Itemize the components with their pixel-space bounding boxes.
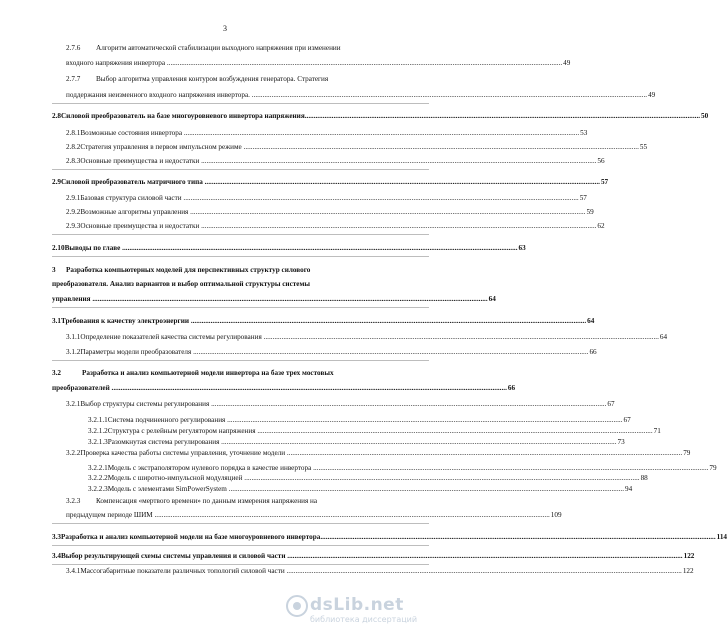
page-number: 3 (223, 24, 227, 33)
toc-entry[interactable] (52, 112, 709, 121)
toc-separator (52, 360, 429, 361)
toc-entry-number: 3.1.1 (66, 333, 81, 341)
toc-entry-page: 94 (625, 485, 633, 493)
toc-entry-page: 122 (682, 567, 694, 575)
toc-dot-leader: ............................................................................................................................................................................................................................ (313, 464, 709, 472)
toc-entry-title (66, 59, 562, 68)
toc-separator (52, 523, 429, 524)
toc-entry[interactable] (88, 416, 631, 425)
toc-entry-number: 3.3 (52, 533, 61, 541)
toc-entry-number: 2.9.1 (66, 194, 81, 202)
toc-entry-title-text: Выбор результирующей схемы системы управления и силовой части (60, 552, 288, 560)
toc-entry-page: 79 (683, 449, 691, 457)
toc-dot-leader: ............................................................................................................................................................................................................................ (287, 552, 683, 560)
toc-entry-page: 63 (518, 244, 526, 252)
toc-entry-number: 3 (52, 266, 56, 274)
toc-entry-number: 2.9 (52, 178, 61, 186)
toc-entry-page: 67 (623, 416, 631, 424)
toc-dot-leader: ............................................................................................................................................................................................................................ (304, 112, 701, 120)
toc-entry-number: 3.2.2 (66, 449, 81, 457)
toc-entry[interactable] (66, 449, 691, 458)
toc-entry-title (108, 464, 709, 473)
toc-dot-leader: ............................................................................................................................................................................................................................ (92, 295, 488, 303)
toc-entry-number: 2.9.2 (66, 208, 81, 216)
toc-entry-number: 3.2.2.2 (88, 474, 108, 482)
toc-entry-title-text: Проверка качества работы системы управления, уточнение модели (80, 449, 287, 457)
toc-entry[interactable] (66, 511, 562, 520)
toc-entry-page: 62 (597, 222, 605, 230)
toc-entry-page: 73 (617, 438, 625, 446)
toc-entry-page: 64 (587, 317, 595, 325)
toc-entry-page: 50 (701, 112, 709, 120)
toc-entry-title (80, 194, 578, 203)
toc-entry-title (80, 208, 585, 217)
toc-entry-page: 56 (597, 157, 605, 165)
toc-entry-number: 3.2 (52, 369, 61, 377)
toc-entry-number: 3.2.1 (66, 400, 81, 408)
toc-entry-title (80, 222, 596, 231)
toc-entry-title (108, 474, 640, 483)
toc-entry-number: 2.8.1 (66, 129, 81, 137)
toc-entry-title (96, 44, 341, 53)
toc-entry-title (80, 143, 638, 152)
toc-dot-leader: ............................................................................................................................................................................................................................ (193, 348, 589, 356)
toc-entry-number: 3.4 (52, 552, 61, 560)
toc-entry[interactable] (66, 497, 317, 506)
toc-dot-leader: ............................................................................................................................................................................................................................ (111, 384, 507, 392)
toc-dot-leader: ............................................................................................................................................................................................................................ (122, 244, 518, 252)
toc-entry[interactable] (52, 295, 496, 304)
toc-entry[interactable] (66, 194, 587, 203)
toc-entry[interactable] (66, 59, 571, 68)
toc-entry-title-text: Стратегия управления в первом импульсном режиме (80, 143, 244, 151)
toc-entry[interactable] (52, 178, 609, 187)
toc-entry-title (80, 348, 588, 357)
toc-entry[interactable] (88, 438, 625, 447)
toc-entry-title-text: Основные преимущества и недостатки (80, 157, 202, 165)
toc-entry[interactable] (66, 143, 648, 152)
toc-entry-title (80, 400, 606, 409)
toc-entry-number: 3.4.1 (66, 567, 81, 575)
toc-entry-title-text: входного напряжения инвертора (66, 59, 167, 67)
toc-entry[interactable] (66, 75, 328, 84)
toc-entry-title-text: Возможные алгоритмы управления (80, 208, 191, 216)
toc-entry[interactable] (66, 157, 605, 166)
toc-entry-title (61, 552, 683, 561)
toc-entry[interactable] (52, 384, 516, 393)
toc-entry-title (65, 244, 518, 253)
toc-entry-title (80, 567, 681, 576)
watermark-tagline: библиотека диссертаций (310, 615, 418, 624)
toc-entry-page: 64 (659, 333, 668, 341)
toc-entry-title-text: предыдущем периоде ШИМ (66, 511, 155, 519)
toc-entry-title-text: Параметры модели преобразователя (80, 348, 194, 356)
toc-entry-title-text: Массогабаритные показатели различных топологий силовой части (80, 567, 287, 575)
toc-entry-title-text: Выбор алгоритма управления контуром возбуждения генератора. Стратегия (96, 75, 329, 83)
toc-entry-number: 2.8 (52, 112, 61, 120)
toc-entry-title-text: Алгоритм автоматической стабилизации выходного напряжения при изменении (96, 44, 341, 52)
toc-entry-title-text: управления (52, 295, 93, 303)
toc-entry-title (52, 280, 310, 289)
toc-entry-title (61, 112, 700, 121)
toc-entry-number: 3.2.1.2 (88, 427, 108, 435)
toc-entry-title (96, 75, 328, 84)
toc-entry-title-text: Модель с элементами SimPowerSystem (107, 485, 229, 493)
toc-entry-title (96, 497, 317, 506)
toc-entry-title (108, 485, 624, 494)
toc-entry-title-text: поддержания неизменного входного напряжения инвертора. (66, 91, 252, 99)
toc-entry-title-text: Возможные состояния инвертора (80, 129, 184, 137)
toc-entry-title (108, 416, 623, 425)
toc-entry-title-text: Разработка компьютерных моделей для перспективных структур силового (66, 266, 311, 274)
toc-dot-leader: ............................................................................................................................................................................................................................ (183, 194, 579, 202)
toc-entry[interactable] (66, 208, 594, 217)
toc-entry-title (80, 129, 579, 138)
toc-separator (52, 307, 429, 308)
toc-entry-title-text: Разработка и анализ компьютерной модели на базе многоуровневого инвертора (60, 533, 321, 541)
toc-dot-leader: ............................................................................................................................................................................................................................ (320, 533, 716, 541)
toc-entry-title (108, 427, 653, 436)
toc-entry-number: 2.8.3 (66, 157, 81, 165)
toc-entry-number: 2.10 (52, 244, 65, 252)
toc-entry-number: 3.2.2.1 (88, 464, 108, 472)
toc-entry-title-text: Базовая структура силовой части (80, 194, 184, 202)
toc-dot-leader: ............................................................................................................................................................................................................................ (154, 511, 550, 519)
toc-entry-title-text: Компенсация «мертвого времени» по данным измерения напряжения на (96, 497, 318, 505)
toc-dot-leader: ............................................................................................................................................................................................................................ (263, 333, 659, 341)
toc-entry[interactable] (66, 400, 615, 409)
toc-dot-leader: ............................................................................................................................................................................................................................ (190, 208, 586, 216)
toc-dot-leader: ............................................................................................................................................................................................................................ (228, 485, 625, 493)
toc-entry-title-text: Требования к качеству электроэнергии (60, 317, 191, 325)
toc-entry[interactable] (88, 474, 648, 483)
toc-separator (52, 545, 429, 546)
toc-separator (52, 103, 429, 104)
toc-entry-page: 57 (579, 194, 587, 202)
toc-entry-page: 66 (589, 348, 597, 356)
toc-entry-number: 3.2.1.1 (88, 416, 108, 424)
toc-entry-title-text: Модель с широтно-импульсной модуляцией (107, 474, 245, 482)
toc-entry-title-text: Модель с экстраполятором нулевого порядка в качестве инвертора (107, 464, 314, 472)
toc-entry-title-text: преобразователя. Анализ вариантов и выбор оптимальной структуры системы (52, 280, 310, 288)
toc-dot-leader: ............................................................................................................................................................................................................................ (166, 59, 563, 67)
toc-dot-leader: ............................................................................................................................................................................................................................ (286, 449, 683, 457)
toc-dot-leader: ............................................................................................................................................................................................................................ (286, 567, 682, 575)
toc-entry-title (61, 317, 586, 326)
toc-entry-page: 59 (586, 208, 594, 216)
toc-entry-title (61, 533, 716, 542)
toc-entry-title-text: Выводы по главе (64, 244, 123, 252)
toc-entry-page: 71 (653, 427, 661, 435)
toc-dot-leader: ............................................................................................................................................................................................................................ (243, 143, 639, 151)
toc-entry-title-text: Выбор структуры системы регулирования (80, 400, 212, 408)
toc-entry-title-text: Разомкнутая система регулирования (107, 438, 222, 446)
toc-entry-page: 66 (507, 384, 516, 392)
toc-dot-leader: ............................................................................................................................................................................................................................ (251, 91, 648, 99)
toc-entry[interactable] (66, 44, 341, 53)
toc-dot-leader: ............................................................................................................................................................................................................................ (183, 129, 580, 137)
toc-entry-page: 57 (600, 178, 609, 186)
toc-separator (52, 234, 429, 235)
toc-entry-page: 122 (683, 552, 695, 560)
toc-entry-title-text: Структура с релейным регулятором напряжения (107, 427, 258, 435)
toc-entry[interactable] (52, 280, 310, 289)
toc-separator (52, 169, 429, 170)
toc-entry[interactable] (52, 266, 310, 275)
toc-dot-leader: ............................................................................................................................................................................................................................ (211, 400, 607, 408)
toc-entry-title (66, 266, 310, 275)
toc-entry-page: 114 (716, 533, 727, 541)
toc-entry-title (61, 178, 600, 187)
toc-entry-title-text: Силовой преобразователь на базе многоуровневого инвертора напряжения (60, 112, 305, 120)
toc-dot-leader: ............................................................................................................................................................................................................................ (190, 317, 587, 325)
toc-entry[interactable] (66, 333, 668, 342)
toc-entry[interactable] (52, 369, 334, 378)
toc-entry-title-text: преобразователей (52, 384, 112, 392)
toc-separator (52, 256, 429, 257)
toc-entry-number: 3.2.2.3 (88, 485, 108, 493)
toc-entry[interactable] (66, 91, 656, 100)
toc-entry-page: 55 (639, 143, 648, 151)
toc-entry-title (66, 511, 550, 520)
toc-entry[interactable] (52, 244, 526, 253)
toc-entry-number: 2.8.2 (66, 143, 81, 151)
toc-dot-leader: ............................................................................................................................................................................................................................ (201, 222, 597, 230)
dslib-watermark (286, 595, 436, 627)
toc-dot-leader: ............................................................................................................................................................................................................................ (221, 438, 617, 446)
toc-entry-title-text: Основные преимущества и недостатки (80, 222, 202, 230)
toc-entry-title-text: Определение показателей качества системы регулирования (80, 333, 264, 341)
toc-entry[interactable] (52, 317, 595, 326)
toc-entry-page: 79 (709, 464, 717, 472)
toc-entry[interactable] (88, 485, 633, 494)
toc-entry-title (80, 449, 682, 458)
toc-dot-leader: ............................................................................................................................................................................................................................ (204, 178, 600, 186)
toc-entry-title-text: Силовой преобразователь матричного типа (60, 178, 205, 186)
toc-entry-number: 3.1.2 (66, 348, 81, 356)
toc-entry-title (108, 438, 617, 447)
toc-entry-title (66, 91, 647, 100)
toc-entry-number: 2.7.6 (66, 44, 81, 52)
toc-dot-leader: ............................................................................................................................................................................................................................ (201, 157, 597, 165)
toc-separator (52, 564, 429, 565)
toc-entry-title (82, 369, 334, 378)
toc-entry-page: 88 (640, 474, 648, 482)
toc-entry-page: 109 (550, 511, 562, 519)
toc-entry[interactable] (52, 533, 727, 542)
toc-entry[interactable] (88, 427, 661, 436)
toc-entry-number: 2.9.3 (66, 222, 81, 230)
toc-dot-leader: ............................................................................................................................................................................................................................ (257, 427, 653, 435)
toc-entry-title (52, 295, 488, 304)
toc-entry-title (52, 384, 507, 393)
dslib-logo-icon (286, 595, 308, 617)
toc-dot-leader: ............................................................................................................................................................................................................................ (227, 416, 623, 424)
toc-entry-page: 64 (488, 295, 496, 303)
toc-entry-title (80, 333, 658, 342)
toc-entry[interactable] (66, 567, 694, 576)
toc-entry-page: 67 (607, 400, 615, 408)
toc-entry-page: 49 (563, 59, 571, 67)
toc-entry-title-text: Разработка и анализ компьютерной модели инвертора на базе трех мостовых (82, 369, 334, 377)
toc-entry[interactable] (66, 129, 588, 138)
toc-entry-page: 53 (580, 129, 588, 137)
toc-entry[interactable] (52, 552, 695, 561)
watermark-brand: dsLib.net (310, 595, 404, 615)
toc-entry-title-text: Система подчиненного регулирования (107, 416, 228, 424)
toc-entry-title (80, 157, 596, 166)
toc-entry[interactable] (88, 464, 717, 473)
toc-entry-number: 3.1 (52, 317, 61, 325)
toc-entry-number: 3.2.3 (66, 497, 81, 505)
toc-entry-number: 3.2.1.3 (88, 438, 108, 446)
toc-entry-number: 2.7.7 (66, 75, 81, 83)
toc-entry-page: 49 (648, 91, 656, 99)
toc-entry[interactable] (66, 222, 605, 231)
toc-dot-leader: ............................................................................................................................................................................................................................ (244, 474, 640, 482)
toc-entry[interactable] (66, 348, 597, 357)
